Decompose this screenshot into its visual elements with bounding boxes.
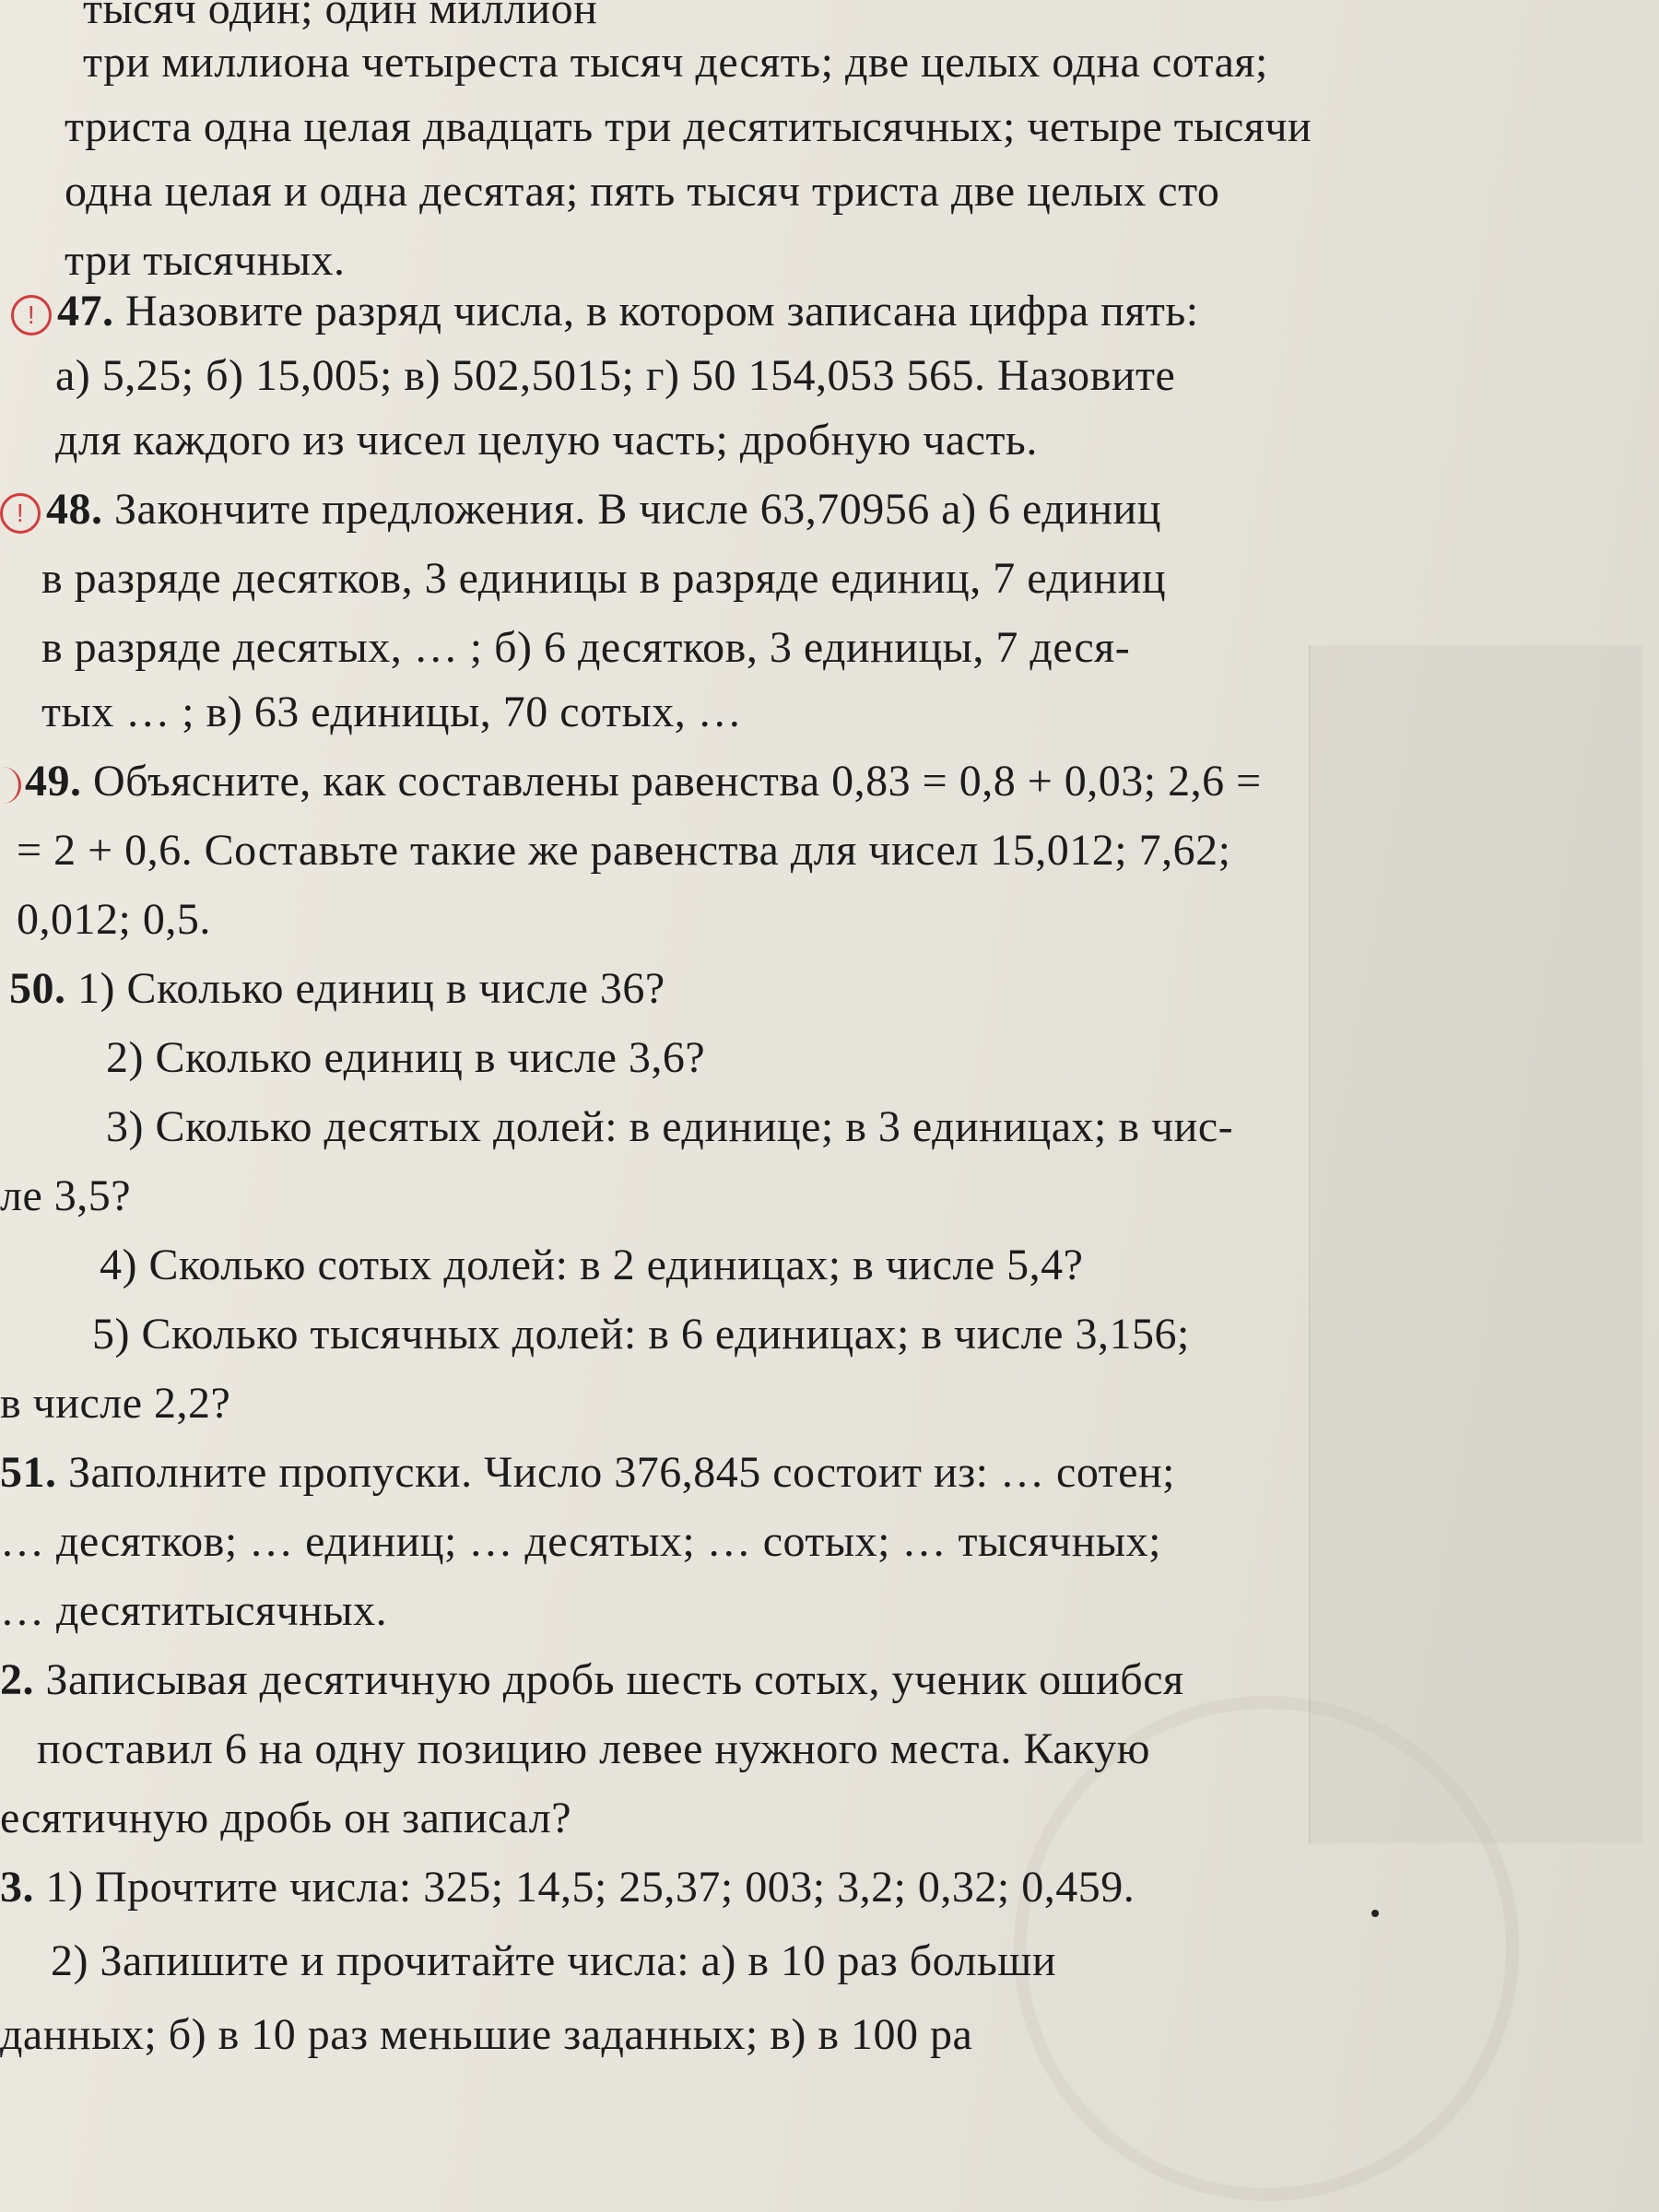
problem-text: Заполните пропуски. Число 376,845 состоит из: … сотен; <box>68 1448 1175 1497</box>
problem-47-line-1 <box>11 276 1199 347</box>
problem-52-line-2: поставил 6 на одну позицию левее нужного места. Какую <box>37 1724 1151 1773</box>
problem-52-line-3: есятичную дробь он записал? <box>0 1794 572 1842</box>
problem-49-line-1 <box>0 747 1262 817</box>
problem-number: 48. <box>46 485 103 534</box>
problem-53-item-2-cont: данных; б) в 10 раз меньшие заданных; в) в 100 ра <box>0 2010 973 2059</box>
problem-50-item-4: 4) Сколько сотых долей: в 2 единицах; в числе 5,4? <box>100 1241 1084 1289</box>
problem-50-line-1 <box>9 954 665 1024</box>
intro-line-1: тысяч один; один миллион <box>83 0 598 33</box>
problem-number: 49. <box>25 757 82 806</box>
intro-line-5: три тысячных. <box>65 236 346 285</box>
problem-item-1: 1) Сколько единиц в числе 36? <box>77 964 665 1013</box>
problem-48-line-4: тых … ; в) 63 единицы, 70 сотых, … <box>41 688 743 736</box>
problem-text: Записывая десятичную дробь шесть сотых, ученик ошибся <box>45 1655 1184 1704</box>
problem-text: Объясните, как составлены равенства 0,83 = 0,8 + 0,03; 2,6 = <box>93 757 1262 806</box>
problem-49-line-3: 0,012; 0,5. <box>17 895 211 944</box>
problem-50-item-3-cont: ле 3,5? <box>0 1171 132 1220</box>
problem-50-item-5: 5) Сколько тысячных долей: в 6 единицах; в числе 3,156; <box>92 1310 1190 1359</box>
problem-number: 47. <box>57 287 114 335</box>
intro-line-3: триста одна целая двадцать три десятитысячных; четыре тысячи <box>65 102 1312 151</box>
important-marker-icon <box>0 767 21 804</box>
problem-50-item-2: 2) Сколько единиц в числе 3,6? <box>106 1033 706 1082</box>
problem-47-line-2: а) 5,25; б) 15,005; в) 502,5015; г) 50 154,053 565. Назовите <box>55 351 1176 400</box>
problem-48-line-3: в разряде десятых, … ; б) 6 десятков, 3 единицы, 7 деся- <box>41 623 1131 672</box>
problem-number: 50. <box>9 964 66 1013</box>
intro-line-2: три миллиона четыреста тысяч десять; две целых одна сотая; <box>83 38 1268 87</box>
problem-text: Назовите разряд числа, в котором записана цифра пять: <box>125 287 1199 335</box>
problem-51-line-1 <box>0 1438 1175 1508</box>
problem-51-line-2: … десятков; … единиц; … десятых; … сотых; … тысячных; <box>0 1517 1161 1566</box>
problem-number: 3. <box>0 1863 34 1912</box>
problem-item-1: 1) Прочтите числа: 325; 14,5; 25,37; 003; 3,2; 0,32; 0,459. <box>45 1863 1135 1912</box>
problem-47-line-3: для каждого из чисел целую часть; дробную часть. <box>55 416 1038 465</box>
problem-48-line-2: в разряде десятков, 3 единицы в разряде единиц, 7 единиц <box>41 554 1167 603</box>
important-marker-icon: ! <box>0 493 41 534</box>
problem-number: 2. <box>0 1655 34 1704</box>
bleed-through-table <box>1309 645 1642 1843</box>
problem-53-line-1 <box>0 1853 1135 1923</box>
ink-dot <box>1371 1910 1379 1917</box>
problem-53-item-2: 2) Запишите и прочитайте числа: а) в 10 раз больши <box>51 1936 1057 1985</box>
intro-line-4: одна целая и одна десятая; пять тысяч триста две целых сто <box>65 167 1220 216</box>
problem-number: 51. <box>0 1448 57 1497</box>
important-marker-icon: ! <box>11 295 52 335</box>
problem-50-item-3: 3) Сколько десятых долей: в единице; в 3 единицах; в чис- <box>106 1102 1234 1151</box>
problem-51-line-3: … десятитысячных. <box>0 1586 388 1635</box>
problem-49-line-2: = 2 + 0,6. Составьте такие же равенства для чисел 15,012; 7,62; <box>17 826 1231 875</box>
problem-text: Закончите предложения. В числе 63,70956 а) 6 единиц <box>114 485 1161 534</box>
problem-50-item-5-cont: в числе 2,2? <box>0 1379 231 1428</box>
problem-48-line-1 <box>0 475 1161 545</box>
problem-52-line-1 <box>0 1645 1184 1715</box>
